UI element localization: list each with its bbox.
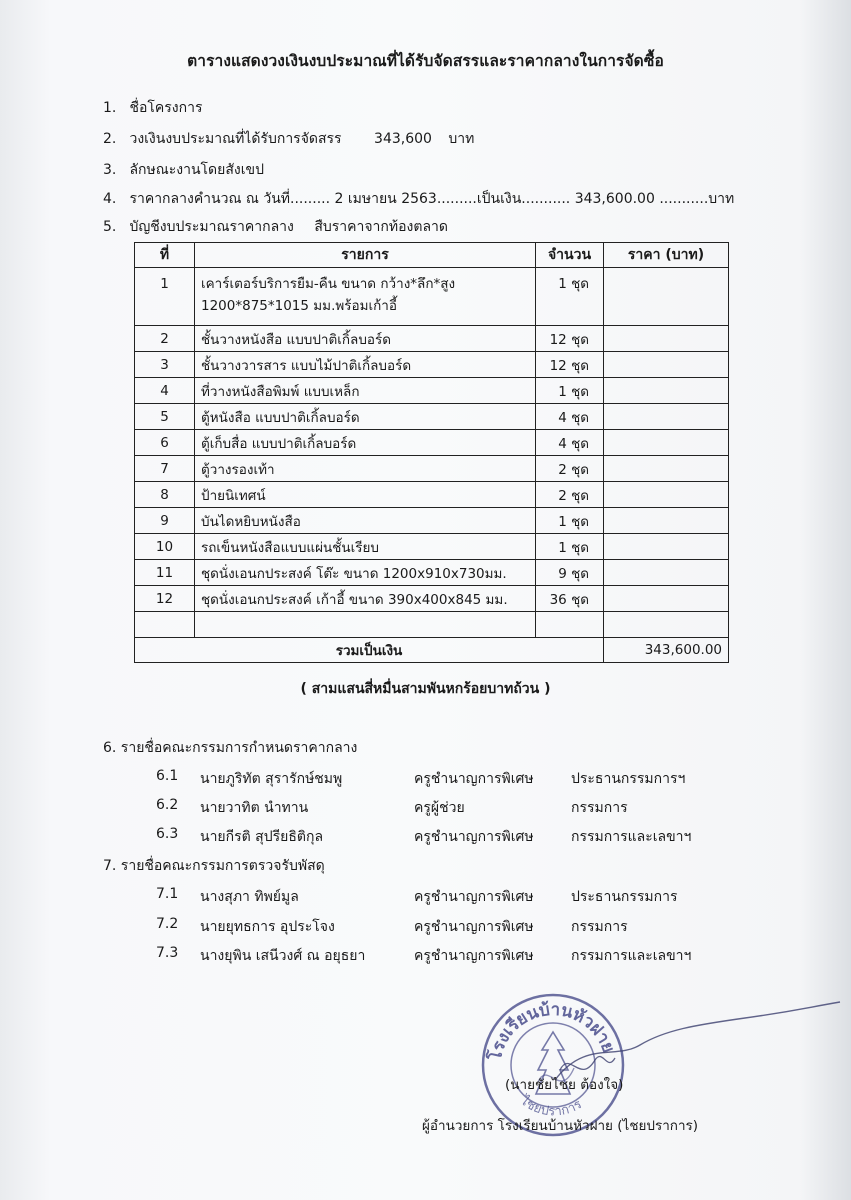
table-header-row [135, 243, 729, 268]
info-text: บัญชีงบประมาณราคากลาง [129, 219, 294, 235]
member-role: ประธานกรรมการฯ [571, 771, 686, 787]
row-price [604, 378, 729, 404]
row-price [604, 352, 729, 378]
total-label: รวมเป็นเงิน [135, 638, 604, 663]
row-item: ชุดนั่งเอนกประสงค์ โต๊ะ ขนาด 1200x910x730มม. [195, 560, 536, 586]
member-no: 7.1 [156, 886, 179, 902]
amount-in-words: ( สามแสนสี่หมื่นสามพันหกร้อยบาทถ้วน ) [300, 681, 551, 697]
table-row [135, 326, 729, 352]
row-item: เคาร์เตอร์บริการยืม-คืน ขนาด กว้าง*ลึก*สูง 1200*875*1015 มม.พร้อมเก้าอี้ [195, 268, 536, 326]
table-row [135, 560, 729, 586]
svg-text:ไชยปราการ: ไชยปราการ [517, 1093, 585, 1120]
member-no: 7.3 [156, 945, 179, 961]
row-price [604, 268, 729, 326]
row-item: รถเข็นหนังสือแบบแผ่นชั้นเรียบ [195, 534, 536, 560]
budget-unit: บาท [448, 131, 475, 147]
signatory-name: (นายชัยไชย ต้องใจ) [505, 1077, 624, 1093]
info-text: วงเงินงบประมาณที่ได้รับการจัดสรร [129, 131, 342, 147]
member-no: 6.2 [156, 797, 179, 813]
row-item [195, 612, 536, 638]
row-price [604, 612, 729, 638]
page-title: ตารางแสดงวงเงินงบประมาณที่ได้รับจัดสรรและราคากลางในการจัดซื้อ [187, 52, 664, 70]
row-no: 7 [135, 456, 195, 482]
member-rank: ครูชำนาญการพิเศษ [414, 889, 534, 905]
member-rank: ครูผู้ช่วย [414, 800, 465, 816]
table-row [135, 352, 729, 378]
info-line-2 [103, 128, 474, 150]
row-price [604, 326, 729, 352]
row-price [604, 482, 729, 508]
info-num: 5. [103, 219, 117, 235]
info-text: ราคากลางคำนวณ ณ วันที่......... 2 เมษายน 2563.........เป็นเงิน........... 343,600.00 ...........บาท [129, 191, 735, 207]
row-qty: 2 ชุด [536, 456, 604, 482]
row-no: 12 [135, 586, 195, 612]
row-no: 5 [135, 404, 195, 430]
row-no: 11 [135, 560, 195, 586]
row-no: 4 [135, 378, 195, 404]
table-row [135, 268, 729, 326]
info-line-5 [103, 216, 448, 238]
row-qty: 1 ชุด [536, 534, 604, 560]
table-row [135, 456, 729, 482]
member-no: 6.1 [156, 768, 179, 784]
member-no: 6.3 [156, 826, 179, 842]
row-no: 3 [135, 352, 195, 378]
info-line-3 [103, 159, 264, 181]
info-text: ลักษณะงานโดยสังเขป [129, 162, 264, 178]
member-role: กรรมการ [571, 919, 628, 935]
total-value: 343,600.00 [604, 638, 729, 663]
row-item: ที่วางหนังสือพิมพ์ แบบเหล็ก [195, 378, 536, 404]
info-line-1 [103, 97, 202, 119]
member-name: นายกีรติ สุปรียธิติกุล [200, 829, 324, 845]
member-rank: ครูชำนาญการพิเศษ [414, 919, 534, 935]
row-qty: 36 ชุด [536, 586, 604, 612]
member-role: กรรมการและเลขาฯ [571, 829, 692, 845]
table-row [135, 404, 729, 430]
table-row [135, 508, 729, 534]
row-no: 6 [135, 430, 195, 456]
row-no [135, 612, 195, 638]
budget-amount: 343,600 [374, 131, 432, 147]
row-no: 9 [135, 508, 195, 534]
member-role: กรรมการ [571, 800, 628, 816]
info-source: สืบราคาจากท้องตลาด [314, 219, 448, 235]
row-qty: 2 ชุด [536, 482, 604, 508]
row-qty: 1 ชุด [536, 268, 604, 326]
svg-text:โรงเรียนบ้านหัวฝาย: โรงเรียนบ้านหัวฝาย [485, 999, 619, 1063]
table-row [135, 430, 729, 456]
row-qty [536, 612, 604, 638]
table-row [135, 586, 729, 612]
row-item: ชั้นวางหนังสือ แบบปาติเกิ้ลบอร์ด [195, 326, 536, 352]
table-total-row [135, 638, 729, 663]
row-qty: 9 ชุด [536, 560, 604, 586]
info-num: 2. [103, 131, 117, 147]
member-name: นางสุภา ทิพย์มูล [200, 889, 299, 905]
header-no: ที่ [135, 243, 195, 268]
header-item: รายการ [195, 243, 536, 268]
header-price: ราคา (บาท) [604, 243, 729, 268]
committee-price-heading: 6. รายชื่อคณะกรรมการกำหนดราคากลาง [103, 740, 358, 756]
info-num: 1. [103, 100, 117, 116]
row-price [604, 534, 729, 560]
member-rank: ครูชำนาญการพิเศษ [414, 948, 534, 964]
row-qty: 12 ชุด [536, 352, 604, 378]
row-qty: 12 ชุด [536, 326, 604, 352]
member-no: 7.2 [156, 916, 179, 932]
row-qty: 4 ชุด [536, 404, 604, 430]
signatory-position: ผู้อำนวยการ โรงเรียนบ้านหัวฝาย (ไชยปราการ) [422, 1118, 699, 1134]
member-role: กรรมการและเลขาฯ [571, 948, 692, 964]
row-qty: 1 ชุด [536, 378, 604, 404]
row-price [604, 456, 729, 482]
row-item: ชั้นวางวารสาร แบบไม้ปาติเกิ้ลบอร์ด [195, 352, 536, 378]
member-name: นางยุพิน เสนีวงศ์ ณ อยุธยา [200, 948, 366, 964]
row-no: 2 [135, 326, 195, 352]
table-row-empty [135, 612, 729, 638]
row-price [604, 404, 729, 430]
row-price [604, 430, 729, 456]
member-role: ประธานกรรมการ [571, 889, 678, 905]
info-line-4 [103, 188, 734, 210]
budget-table [134, 242, 729, 663]
row-price [604, 586, 729, 612]
committee-receive-heading: 7. รายชื่อคณะกรรมการตรวจรับพัสดุ [103, 858, 325, 874]
row-item: ตู้หนังสือ แบบปาติเกิ้ลบอร์ด [195, 404, 536, 430]
info-num: 3. [103, 162, 117, 178]
member-rank: ครูชำนาญการพิเศษ [414, 771, 534, 787]
member-name: นายภูริทัต สุรารักษ์ชมพู [200, 771, 343, 787]
table-row [135, 378, 729, 404]
row-no: 10 [135, 534, 195, 560]
row-item: บันไดหยิบหนังสือ [195, 508, 536, 534]
row-item: ตู้วางรองเท้า [195, 456, 536, 482]
row-item: ป้ายนิเทศน์ [195, 482, 536, 508]
header-qty: จำนวน [536, 243, 604, 268]
row-no: 8 [135, 482, 195, 508]
row-price [604, 508, 729, 534]
member-rank: ครูชำนาญการพิเศษ [414, 829, 534, 845]
row-price [604, 560, 729, 586]
row-item: ตู้เก็บสื่อ แบบปาติเกิ้ลบอร์ด [195, 430, 536, 456]
row-qty: 1 ชุด [536, 508, 604, 534]
row-no: 1 [135, 268, 195, 326]
info-text: ชื่อโครงการ [129, 100, 203, 116]
table-row [135, 482, 729, 508]
info-num: 4. [103, 191, 117, 207]
member-name: นายยุทธการ อุประโจง [200, 919, 335, 935]
member-name: นายวาทิต นำทาน [200, 800, 309, 816]
row-qty: 4 ชุด [536, 430, 604, 456]
table-row [135, 534, 729, 560]
row-item: ชุดนั่งเอนกประสงค์ เก้าอี้ ขนาด 390x400x845 มม. [195, 586, 536, 612]
